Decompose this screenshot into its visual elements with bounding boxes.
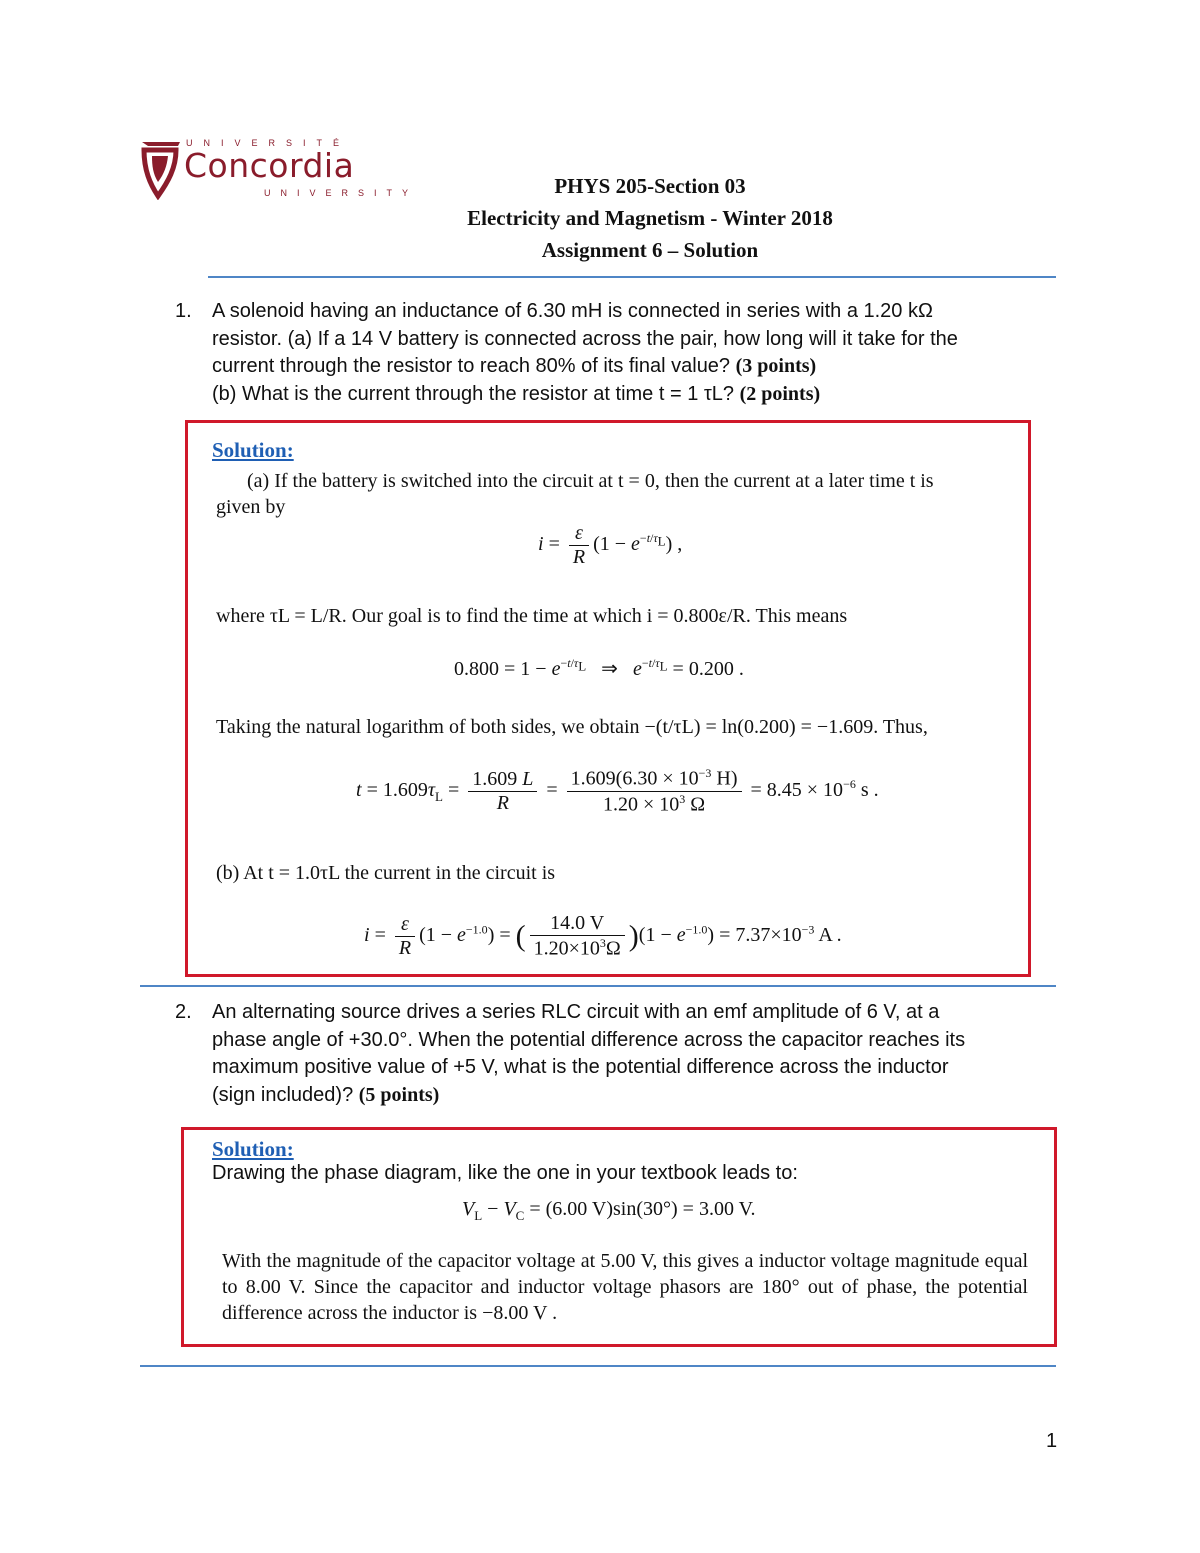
course-title: PHYS 205-Section 03 [554, 174, 746, 198]
footer-divider [140, 1365, 1056, 1367]
equation-3: $t = 1.609\tau_L$ = $\frac{1.609 L}{R}$ = $\frac{1.609(6.30 \times 10^{-3} H)}{1.20 \times 10^3 \Omega}$ = $8.45 \times 10^{-6}$ s . [356, 766, 879, 816]
q1-points-b: (2 points) [739, 382, 821, 405]
question-1-text [212, 298, 1042, 408]
equation-2: $0.800 = 1 - e^{-t/\tau_L}$ ⇒ $e^{-t/\tau_L} = 0.200$ . [454, 656, 744, 680]
equation-5: $V_L - V_C = (6.00$ V)sin(30°) = 3.00 V. [462, 1198, 756, 1223]
q2-line-2: phase angle of +30.0°. When the potential difference across the capacitor reaches its [212, 1028, 966, 1051]
q1-line-3 [212, 353, 1042, 381]
concordia-shield-icon [140, 138, 184, 200]
q1-line-2: resistor. (a) If a 14 V battery is connected across the pair, how long will it take for the [212, 327, 958, 350]
q1-line-3-text: current through the resistor to reach 80% of its final value? [212, 355, 736, 377]
q1-line-4-text: (b) What is the current through the resistor at time t = 1 τL? [212, 382, 740, 405]
solution-1-para-1: (a) If the battery is switched into the circuit at t = 0, then the current at a later time t is [247, 470, 934, 492]
logo-name: Concordia [184, 146, 355, 185]
solution-2-para-1: Drawing the phase diagram, like the one in your textbook leads to: [212, 1162, 798, 1184]
solution-2-para-2: With the magnitude of the capacitor voltage at 5.00 V, this gives a inductor voltage magnitude equal to 8.00 V. Since the capacitor and inductor voltage phasors are 180° out of phase, the potential difference across the inductor is −8.00 V . [222, 1250, 1028, 1324]
q1-line-1: A solenoid having an inductance of 6.30 mH is connected in series with a 1.20 kΩ [212, 300, 933, 322]
q1-points-a: (3 points) [735, 355, 817, 377]
solution-1-para-4: (b) At t = 1.0τL the current in the circuit is [216, 862, 556, 884]
solution-1-para-3: Taking the natural logarithm of both sides, we obtain −(t/τL) = ln(0.200) = −1.609. Thus, [216, 716, 928, 738]
page-number: 1 [1046, 1430, 1058, 1452]
q2-line-4-text: (sign included)? [212, 1083, 359, 1106]
logo-bottom-text: UNIVERSITY [264, 188, 419, 198]
question-2-text [212, 999, 1042, 1109]
q2-line-3: maximum positive value of +5 V, what is the potential difference across the inductor [212, 1056, 949, 1078]
section-divider [140, 985, 1056, 987]
assignment-title: Assignment 6 – Solution [541, 238, 759, 262]
q2-line-4 [212, 1082, 1042, 1110]
header-divider [208, 276, 1056, 278]
solution-box-1 [185, 420, 1031, 977]
question-number: 2. [175, 1001, 192, 1023]
logo-top-text: UNIVERSITÉ [186, 138, 351, 148]
solution-heading: Solution: [212, 1137, 294, 1161]
q2-points: (5 points) [358, 1083, 440, 1106]
course-subtitle: Electricity and Magnetism - Winter 2018 [467, 206, 833, 230]
q2-line-1: An alternating source drives a series RLC circuit with an emf amplitude of 6 V, at a [212, 1001, 940, 1023]
question-number: 1. [175, 300, 192, 322]
q1-line-4 [212, 381, 1042, 409]
equation-4: i = $\frac{\varepsilon}{R}$ $(1 - e^{-1.0})$ = ( $\frac{14.0 V}{1.20\times 10^3\Omega}$ )$(1 - e^{-1.0}) = 7.37\times 10^{-3}$ A . [364, 912, 842, 960]
solution-1-para-2: where τL = L/R. Our goal is to find the time at which i = 0.800ε/R. This means [216, 605, 848, 627]
solution-1-para-1b: given by [216, 496, 286, 518]
equation-1: i = $\frac{\varepsilon}{R}$ $(1 - e^{-t/\tau_L})$ , [538, 522, 683, 568]
solution-heading: Solution: [212, 438, 294, 462]
